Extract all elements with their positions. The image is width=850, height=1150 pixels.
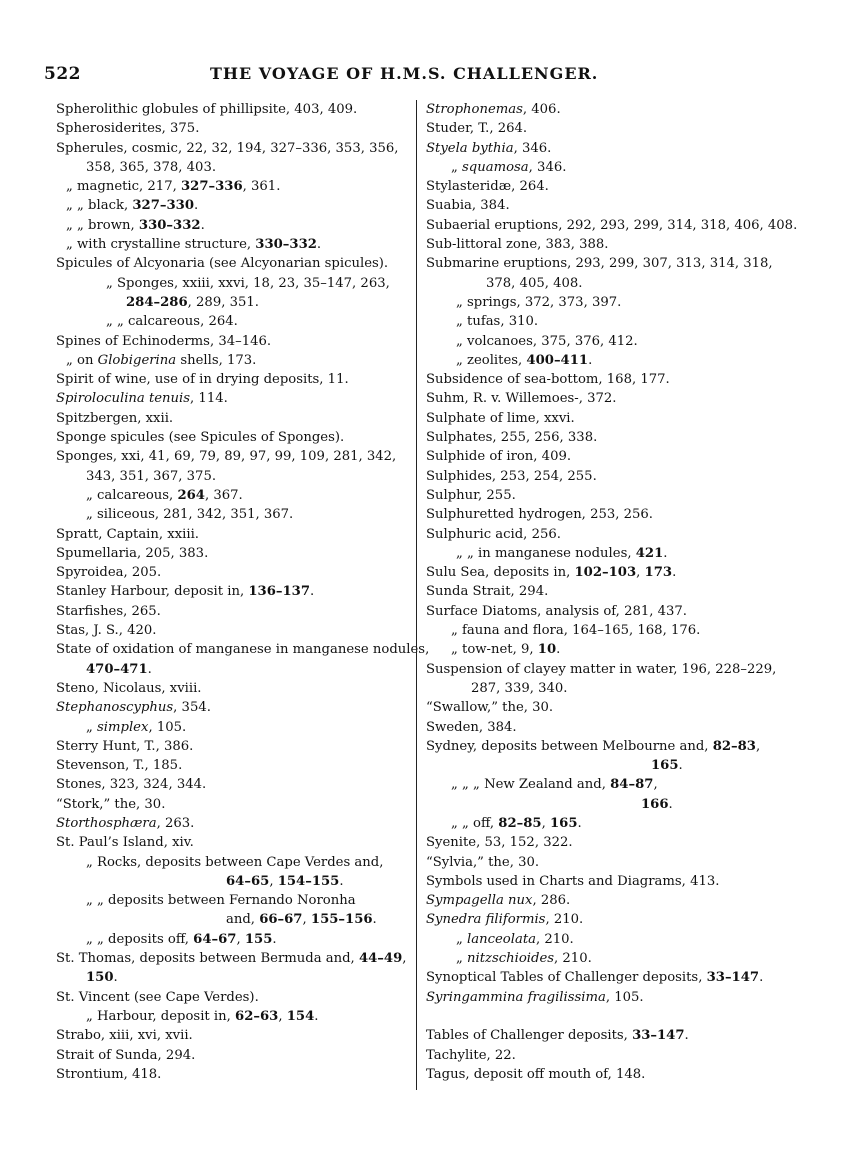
index-entry: [426, 698, 806, 717]
index-entry-text: .: [668, 796, 673, 812]
index-entry: [56, 718, 411, 737]
index-entry-text: 82–83: [712, 738, 756, 754]
index-entry: [56, 544, 411, 563]
index-column-left: [56, 100, 430, 1084]
index-entry: [56, 332, 411, 351]
index-entry-text: ,: [236, 931, 245, 947]
index-entry: [56, 505, 411, 524]
index-entry-text: , 210.: [554, 951, 592, 967]
index-entry-text: ,: [636, 565, 645, 581]
index-entry-text: ,: [653, 777, 658, 793]
index-entry: [426, 486, 806, 505]
index-entry: [56, 1046, 411, 1065]
index-entry: [426, 254, 806, 273]
index-entry: [426, 447, 806, 466]
index-entry: [56, 1007, 411, 1026]
index-entry-text: Sulphuric acid, 256.: [426, 526, 561, 542]
index-entry-text: .: [372, 912, 377, 928]
index-entry: [56, 100, 411, 119]
index-entry-text: ,: [756, 738, 761, 754]
index-entry-text: Sulphur, 255.: [426, 487, 516, 503]
index-entry-text: „ fauna and flora, 164–165, 168, 176.: [451, 623, 701, 639]
index-entry-text: „: [456, 931, 468, 947]
index-entry-text: Spitzbergen, xxii.: [56, 410, 174, 426]
index-entry: [56, 698, 411, 717]
index-entry-text: Stephanoscyphus: [56, 700, 174, 716]
index-entry-text: Sponges, xxi, 41, 69, 79, 89, 97, 99, 109, 281, 342,: [56, 449, 397, 465]
index-entry: [426, 756, 806, 775]
index-entry-text: 343, 351, 367, 375.: [86, 468, 217, 484]
index-entry-text: „ „ deposits between Fernando Noronha: [86, 893, 356, 909]
index-entry-text: „ magnetic, 217,: [66, 179, 181, 195]
index-entry-text: Sulphides, 253, 254, 255.: [426, 468, 597, 484]
index-entry-text: Strait of Sunda, 294.: [56, 1047, 196, 1063]
index-entry-text: 64–65: [226, 873, 270, 889]
index-entry-text: Surface Diatoms, analysis of, 281, 437.: [426, 603, 687, 619]
index-entry-text: Steno, Nicolaus, xviii.: [56, 680, 202, 696]
index-entry: [426, 139, 806, 158]
index-entry-text: “Sylvia,” the, 30.: [426, 854, 540, 870]
index-entry-text: 330–332: [255, 237, 317, 253]
index-entry: [56, 968, 411, 987]
index-entry-text: Spiroloculina tenuis: [56, 391, 191, 407]
index-entry: [56, 274, 411, 293]
index-entry-text: Submarine eruptions, 293, 299, 307, 313, 314, 318,: [426, 256, 773, 272]
index-entry-text: ,: [278, 1008, 287, 1024]
index-entry-text: Storthosphæra: [56, 815, 157, 831]
index-entry: [56, 814, 411, 833]
index-entry-text: 155–156: [310, 912, 373, 928]
index-entry-text: , 346.: [513, 140, 552, 156]
index-entry-text: State of oxidation of manganese in manganese nodules,: [56, 642, 430, 658]
index-entry-text: “Stork,” the, 30.: [56, 796, 166, 812]
running-title: THE VOYAGE OF H.M.S. CHALLENGER.: [210, 64, 599, 83]
index-entry: [426, 158, 806, 177]
index-entry-text: 165: [651, 758, 679, 774]
index-entry-text: squamosa: [462, 159, 529, 175]
index-entry-text: Spines of Echinoderms, 34–146.: [56, 333, 272, 349]
index-entry: [56, 930, 411, 949]
index-column-right: [426, 100, 806, 1084]
index-entry: [426, 930, 806, 949]
index-entry-text: , 286.: [532, 893, 571, 909]
index-entry-text: 327–330: [132, 198, 194, 214]
index-entry-text: „ „ brown,: [66, 217, 139, 233]
index-entry-text: 166: [641, 796, 669, 812]
index-entry-text: ,: [302, 912, 311, 928]
index-entry: [56, 795, 411, 814]
index-entry: [426, 988, 806, 1007]
index-entry-text: .: [759, 970, 764, 986]
index-entry-text: , 354.: [173, 700, 211, 716]
index-entry: [56, 119, 411, 138]
index-entry-text: Stas, J. S., 420.: [56, 623, 157, 639]
index-entry-text: Spratt, Captain, xxiii.: [56, 526, 199, 542]
index-entry-text: .: [339, 873, 344, 889]
index-entry-text: Sydney, deposits between Melbourne and,: [426, 738, 713, 754]
index-entry-text: 378, 405, 408.: [486, 275, 583, 291]
index-entry: [426, 196, 806, 215]
section-gap: [426, 1007, 806, 1026]
index-entry-text: Spumellaria, 205, 383.: [56, 545, 209, 561]
index-entry-text: „ „ off,: [451, 815, 499, 831]
index-entry: [426, 293, 806, 312]
index-entry-text: Sub-littoral zone, 383, 388.: [426, 237, 609, 253]
index-entry: [56, 988, 411, 1007]
index-entry-text: Stanley Harbour, deposit in,: [56, 584, 249, 600]
index-entry-text: nitzschioides: [467, 951, 555, 967]
index-entry-text: .: [200, 217, 205, 233]
index-entry-text: Sunda Strait, 294.: [426, 584, 549, 600]
index-entry: [426, 235, 806, 254]
index-entry-text: 287, 339, 340.: [471, 680, 568, 696]
index-entry: [56, 891, 411, 910]
index-entry-text: .: [663, 545, 668, 561]
index-entry-text: Subsidence of sea-bottom, 168, 177.: [426, 372, 670, 388]
index-entry-text: Sulphate of lime, xxvi.: [426, 410, 575, 426]
index-entry-text: 84–87: [610, 777, 654, 793]
index-entry-text: Strabo, xiii, xvi, xvii.: [56, 1028, 193, 1044]
index-entry-text: 33–147: [706, 970, 760, 986]
index-entry: [426, 351, 806, 370]
index-entry-text: „ Harbour, deposit in,: [86, 1008, 236, 1024]
index-entry: [426, 621, 806, 640]
index-entry-text: , 114.: [190, 391, 228, 407]
index-entry: [56, 177, 411, 196]
index-entry: [56, 853, 411, 872]
index-entry-text: „ „ deposits off,: [86, 931, 194, 947]
index-entry-text: 165: [549, 815, 578, 831]
index-entry-text: Stevenson, T., 185.: [56, 758, 183, 774]
index-entry-text: 154: [286, 1008, 315, 1024]
index-entry-text: Starfishes, 265.: [56, 603, 161, 619]
index-entry-text: , 346.: [528, 159, 567, 175]
index-entry-text: Synoptical Tables of Challenger deposits,: [426, 970, 707, 986]
index-entry-text: .: [194, 198, 199, 214]
index-entry: [426, 582, 806, 601]
index-entry: [56, 833, 411, 852]
index-entry-text: , 367.: [204, 487, 243, 503]
index-entry-text: .: [577, 815, 582, 831]
index-entry-text: 150: [86, 970, 114, 986]
index-entry-text: .: [272, 931, 277, 947]
index-entry-text: 330–332: [138, 217, 201, 233]
index-entry-text: Subaerial eruptions, 292, 293, 299, 314, 318, 406, 408.: [426, 217, 798, 233]
index-entry: [56, 775, 411, 794]
index-entry-text: „: [456, 951, 468, 967]
index-entry-text: Sweden, 384.: [426, 719, 517, 735]
index-entry-text: St. Paul’s Island, xiv.: [56, 835, 194, 851]
index-entry: [426, 332, 806, 351]
index-entry: [56, 910, 411, 929]
index-entry-text: 82–85: [498, 815, 542, 831]
index-entry: [56, 563, 411, 582]
index-entry: [426, 1065, 806, 1084]
index-entry: [426, 872, 806, 891]
index-entry-text: Sponge spicules (see Spicules of Sponges).: [56, 430, 345, 446]
index-entry-text: Spyroidea, 205.: [56, 565, 162, 581]
index-entry: [56, 389, 411, 408]
index-entry-text: Suabia, 384.: [426, 198, 510, 214]
index-entry-text: .: [310, 584, 315, 600]
index-entry: [426, 1026, 806, 1045]
index-entry-text: Globigerina: [97, 352, 177, 368]
index-entry-text: and,: [226, 912, 260, 928]
index-entry-text: , 289, 351.: [187, 294, 259, 310]
index-entry: [426, 737, 806, 756]
index-entry-text: „ „ in manganese nodules,: [456, 545, 636, 561]
index-entry-text: Symbols used in Charts and Diagrams, 413.: [426, 873, 720, 889]
index-entry-text: 284–286: [126, 294, 188, 310]
index-entry: [56, 621, 411, 640]
index-entry-text: 264: [177, 487, 205, 503]
index-entry-text: „ springs, 372, 373, 397.: [456, 294, 622, 310]
index-entry-text: St. Vincent (see Cape Verdes).: [56, 989, 259, 1005]
index-entry-text: lanceolata: [467, 931, 536, 947]
index-entry-text: Spirit of wine, use of in drying deposits, 11.: [56, 372, 349, 388]
index-entry-text: , 210.: [545, 912, 584, 928]
index-entry: [426, 467, 806, 486]
index-entry: [426, 563, 806, 582]
index-entry-text: „ „ black,: [66, 198, 133, 214]
index-entry: [426, 602, 806, 621]
index-entry-text: Tachylite, 22.: [426, 1047, 516, 1063]
index-entry: [426, 679, 806, 698]
index-entry-text: ,: [402, 951, 407, 967]
index-entry: [426, 370, 806, 389]
index-entry-text: Stylasteridæ, 264.: [426, 179, 549, 195]
index-entry: [426, 910, 806, 929]
index-entry: [56, 235, 411, 254]
index-entry: [426, 853, 806, 872]
index-entry-text: “Swallow,” the, 30.: [426, 700, 554, 716]
index-entry-text: Sulphide of iron, 409.: [426, 449, 572, 465]
index-entry-text: Syringammina fragilissima: [426, 989, 606, 1005]
index-entry: [56, 293, 411, 312]
index-entry: [426, 775, 806, 794]
index-entry: [56, 312, 411, 331]
index-entry: [426, 525, 806, 544]
index-entry: [426, 544, 806, 563]
index-entry-text: 66–67: [259, 912, 303, 928]
index-entry-text: „ volcanoes, 375, 376, 412.: [456, 333, 638, 349]
index-entry: [56, 196, 411, 215]
index-entry-text: „ tufas, 310.: [456, 314, 539, 330]
index-entry: [426, 814, 806, 833]
index-entry: [426, 640, 806, 659]
index-entry-text: 173: [644, 565, 673, 581]
index-entry: [426, 949, 806, 968]
index-entry-text: Studer, T., 264.: [426, 121, 528, 137]
index-entry: [426, 274, 806, 293]
index-entry: [56, 949, 411, 968]
index-entry-text: shells, 173.: [176, 352, 257, 368]
index-entry-text: Tables of Challenger deposits,: [426, 1028, 633, 1044]
index-entry-text: .: [678, 758, 683, 774]
index-entry-text: .: [672, 565, 677, 581]
index-entry: [56, 486, 411, 505]
index-entry: [426, 1046, 806, 1065]
index-entry-text: „ tow-net, 9,: [451, 642, 538, 658]
index-entry-text: , 263.: [156, 815, 195, 831]
index-entry-text: 358, 365, 378, 403.: [86, 159, 217, 175]
index-entry-text: 64–67: [193, 931, 237, 947]
index-entry: [56, 756, 411, 775]
index-entry: [426, 409, 806, 428]
index-entry: [426, 216, 806, 235]
index-entry: [56, 1026, 411, 1045]
index-entry: [56, 447, 411, 466]
index-entry-text: 327–336: [180, 179, 243, 195]
index-entry: [56, 640, 430, 659]
index-entry-text: Spicules of Alcyonaria (see Alcyonarian spicules).: [56, 256, 389, 272]
index-entry: [56, 351, 411, 370]
index-entry-text: Strontium, 418.: [56, 1066, 162, 1082]
index-entry-text: Syenite, 53, 152, 322.: [426, 835, 573, 851]
index-entry-text: Sulphuretted hydrogen, 253, 256.: [426, 507, 653, 523]
index-entry: [426, 968, 806, 987]
index-entry-text: .: [147, 661, 152, 677]
index-entry-text: Synedra filiformis: [426, 912, 546, 928]
index-entry-text: Suspension of clayey matter in water, 196, 228–229,: [426, 661, 777, 677]
index-entry: [426, 833, 806, 852]
index-entry-text: „ calcareous,: [86, 487, 178, 503]
index-entry-text: .: [684, 1028, 689, 1044]
index-entry-text: „ on: [66, 352, 98, 368]
page-number: 522: [44, 64, 81, 84]
index-entry: [56, 1065, 411, 1084]
index-entry-text: 400–411: [526, 352, 589, 368]
index-entry: [56, 679, 411, 698]
index-entry: [56, 158, 411, 177]
index-entry: [56, 139, 411, 158]
index-entry-text: 102–103: [574, 565, 637, 581]
index-entry-text: Spherules, cosmic, 22, 32, 194, 327–336, 353, 356,: [56, 140, 399, 156]
index-entry: [426, 428, 806, 447]
index-entry: [426, 795, 806, 814]
index-entry-text: 155: [244, 931, 273, 947]
index-entry: [426, 718, 806, 737]
index-entry-text: 44–49: [358, 951, 403, 967]
index-entry-text: , 105.: [605, 989, 644, 1005]
index-entry-text: „: [451, 159, 463, 175]
index-entry-text: „ Rocks, deposits between Cape Verdes and,: [86, 854, 384, 870]
index-entry: [426, 119, 806, 138]
index-entry-text: Spherosiderites, 375.: [56, 121, 200, 137]
index-entry-text: Sterry Hunt, T., 386.: [56, 738, 194, 754]
index-entry-text: 62–63: [235, 1008, 279, 1024]
index-entry-text: Spherolithic globules of phillipsite, 403, 409.: [56, 102, 358, 117]
index-entry: [56, 582, 411, 601]
index-entry-text: Sulphates, 255, 256, 338.: [426, 430, 598, 446]
index-entry-text: „ siliceous, 281, 342, 351, 367.: [86, 507, 294, 523]
index-entry: [426, 177, 806, 196]
index-entry-text: 470–471: [86, 661, 148, 677]
index-entry: [56, 872, 411, 891]
index-entry-text: „ „ calcareous, 264.: [106, 314, 238, 330]
index-entry-text: , 361.: [242, 179, 281, 195]
index-entry-text: ,: [541, 815, 550, 831]
index-entry-text: Sulu Sea, deposits in,: [426, 565, 575, 581]
index-entry: [56, 428, 411, 447]
index-entry-text: „ Sponges, xxiii, xxvi, 18, 23, 35–147, 263,: [106, 275, 390, 291]
index-entry: [426, 389, 806, 408]
index-entry-text: .: [556, 642, 561, 658]
index-entry-text: simplex: [97, 719, 149, 735]
index-entry: [56, 370, 411, 389]
index-entry: [426, 100, 806, 119]
index-entry-text: 154–155: [277, 873, 340, 889]
index-entry: [426, 312, 806, 331]
index-entry: [56, 467, 411, 486]
index-entry-text: Styela bythia: [426, 140, 514, 156]
index-entry-text: .: [113, 970, 118, 986]
index-entry-text: .: [314, 1008, 319, 1024]
index-entry-text: 10: [537, 642, 557, 658]
index-entry-text: Sympagella nux: [426, 893, 533, 909]
index-entry-text: Tagus, deposit off mouth of, 148.: [426, 1066, 646, 1082]
index-entry: [426, 891, 806, 910]
index-entry-text: .: [316, 237, 322, 253]
index-entry: [56, 254, 411, 273]
index-entry-text: „ „ „ New Zealand and,: [451, 777, 611, 793]
index-entry-text: , 105.: [148, 719, 187, 735]
index-entry: [56, 660, 411, 679]
index-entry: [56, 216, 411, 235]
index-entry-text: „ zeolites,: [456, 352, 527, 368]
index-entry: [426, 505, 806, 524]
index-entry: [56, 409, 411, 428]
column-divider: [416, 100, 417, 1090]
index-entry-text: ,: [269, 873, 278, 889]
index-entry-text: .: [588, 352, 593, 368]
index-entry-text: 421: [635, 545, 664, 561]
index-entry-text: 33–147: [632, 1028, 685, 1044]
index-entry-text: „ with crystalline structure,: [66, 237, 256, 253]
index-entry-text: 136–137: [248, 584, 310, 600]
index-entry: [426, 660, 806, 679]
index-entry-text: St. Thomas, deposits between Bermuda and,: [56, 951, 359, 967]
index-entry: [56, 737, 411, 756]
index-entry: [56, 602, 411, 621]
index-entry: [56, 525, 411, 544]
index-entry-text: Strophonemas: [426, 102, 523, 117]
index-entry-text: , 210.: [535, 931, 574, 947]
index-entry-text: „: [86, 719, 98, 735]
index-entry-text: Suhm, R. v. Willemoes-, 372.: [426, 391, 617, 407]
index-entry-text: Stones, 323, 324, 344.: [56, 777, 207, 793]
index-entry-text: , 406.: [522, 102, 561, 117]
